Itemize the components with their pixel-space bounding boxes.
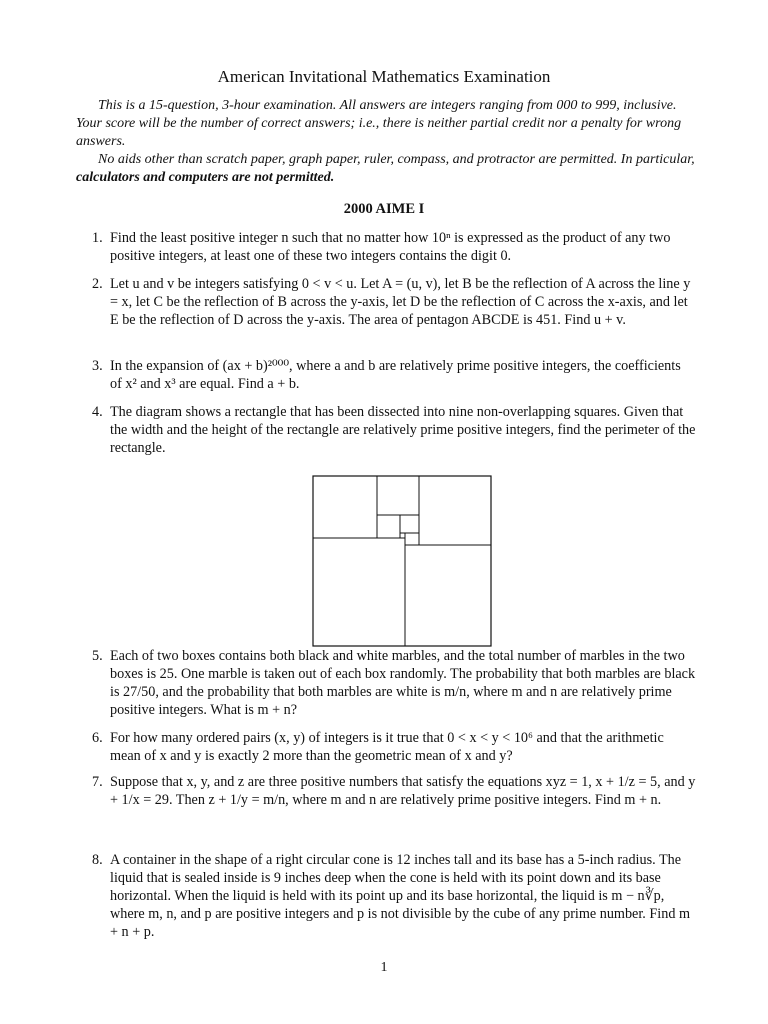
instructions-paragraph-2 <box>76 151 696 187</box>
section-title: 2000 AIME I <box>343 201 425 217</box>
square-top-left <box>313 476 377 538</box>
problem-text: For how many ordered pairs (x, y) of integers is it true that 0 < x < y < 10⁶ and that the arithmetic mean of x and y is exactly 2 more than the geometric mean of x and y? <box>110 730 664 764</box>
problem-number: 3. <box>92 358 103 374</box>
instructions <box>76 97 696 187</box>
problem-6 <box>92 729 696 765</box>
problem-8 <box>92 851 696 941</box>
instructions-paragraph-1: This is a 15-question, 3-hour examination. All answers are integers ranging from 000 to 999, inclusive. Your score will be the number of correct answers; i.e., there is neither partial credit nor a penalty for wrong answers. <box>76 98 682 149</box>
square-tiny <box>400 533 405 538</box>
calculator-warning: calculators and computers are not permitted. <box>76 170 335 185</box>
problem-number: 1. <box>92 230 103 246</box>
square-bottom-right <box>405 545 491 646</box>
instructions-text: No aids other than scratch paper, graph paper, ruler, compass, and protractor are permitted. In particular, <box>98 152 695 167</box>
problem-5 <box>92 647 696 719</box>
problem-7 <box>92 773 696 809</box>
square-middle-smaller <box>400 515 419 533</box>
squares-diagram <box>312 475 494 649</box>
square-middle-small <box>377 515 400 538</box>
problem-1 <box>92 229 696 265</box>
problem-number: 8. <box>92 852 103 868</box>
problem-text: In the expansion of (ax + b)²⁰⁰⁰, where a and b are relatively prime positive integers, the coefficients of x² and x³ are equal. Find a + b. <box>110 358 681 392</box>
problem-text: Find the least positive integer n such that no matter how 10ⁿ is expressed as the product of any two positive integers, at least one of these two integers contains the digit 0. <box>110 230 671 264</box>
problem-number: 6. <box>92 730 103 746</box>
problem-text: A container in the shape of a right circular cone is 12 inches tall and its base has a 5-inch radius. The liquid that is sealed inside is 9 inches deep when the cone is held with its point down and its base horizontal. When the liquid is held with its point up and its base horizontal, the liquid is m − n∛p, where m, n, and p are positive integers and p is not divisible by the cube of any prime number. Find m + n + p. <box>110 852 690 940</box>
problem-3 <box>92 357 696 393</box>
problem-2 <box>92 275 696 329</box>
problem-number: 2. <box>92 276 103 292</box>
exam-title: American Invitational Mathematics Examination <box>217 67 551 86</box>
problem-text: The diagram shows a rectangle that has been dissected into nine non-overlapping squares. Given that the width and the height of the rectangle are relatively prime positive integers, find the perimeter of the rectangle. <box>110 404 696 456</box>
problem-number: 7. <box>92 774 103 790</box>
square-top-middle <box>377 476 419 515</box>
outer-rectangle <box>313 476 491 646</box>
problem-text: Suppose that x, y, and z are three positive numbers that satisfy the equations xyz = 1, x + 1/z = 5, and y + 1/x = 29. Then z + 1/y = m/n, where m and n are relatively prime positive integers. Find m + n. <box>110 774 696 808</box>
problem-text: Each of two boxes contains both black and white marbles, and the total number of marbles in the two boxes is 25. One marble is taken out of each box randomly. The probability that both marbles are black is 27/50, and the probability that both marbles are white is m/n, where m and n are relatively prime positive integers. What is m + n? <box>110 648 696 718</box>
page-number: 1 <box>380 960 388 975</box>
problem-number: 5. <box>92 648 103 664</box>
problem-text: Let u and v be integers satisfying 0 < v < u. Let A = (u, v), let B be the reflection of A across the line y = x, let C be the reflection of B across the y-axis, let D be the reflection of C across the x-axis, and let E be the reflection of D across the y-axis. The area of pentagon ABCDE is 451. Find u + v. <box>110 276 691 328</box>
square-top-right <box>419 476 491 545</box>
problem-number: 4. <box>92 404 103 420</box>
square-bottom-left <box>313 538 405 646</box>
square-small-right <box>405 533 419 545</box>
problem-4 <box>92 403 696 457</box>
